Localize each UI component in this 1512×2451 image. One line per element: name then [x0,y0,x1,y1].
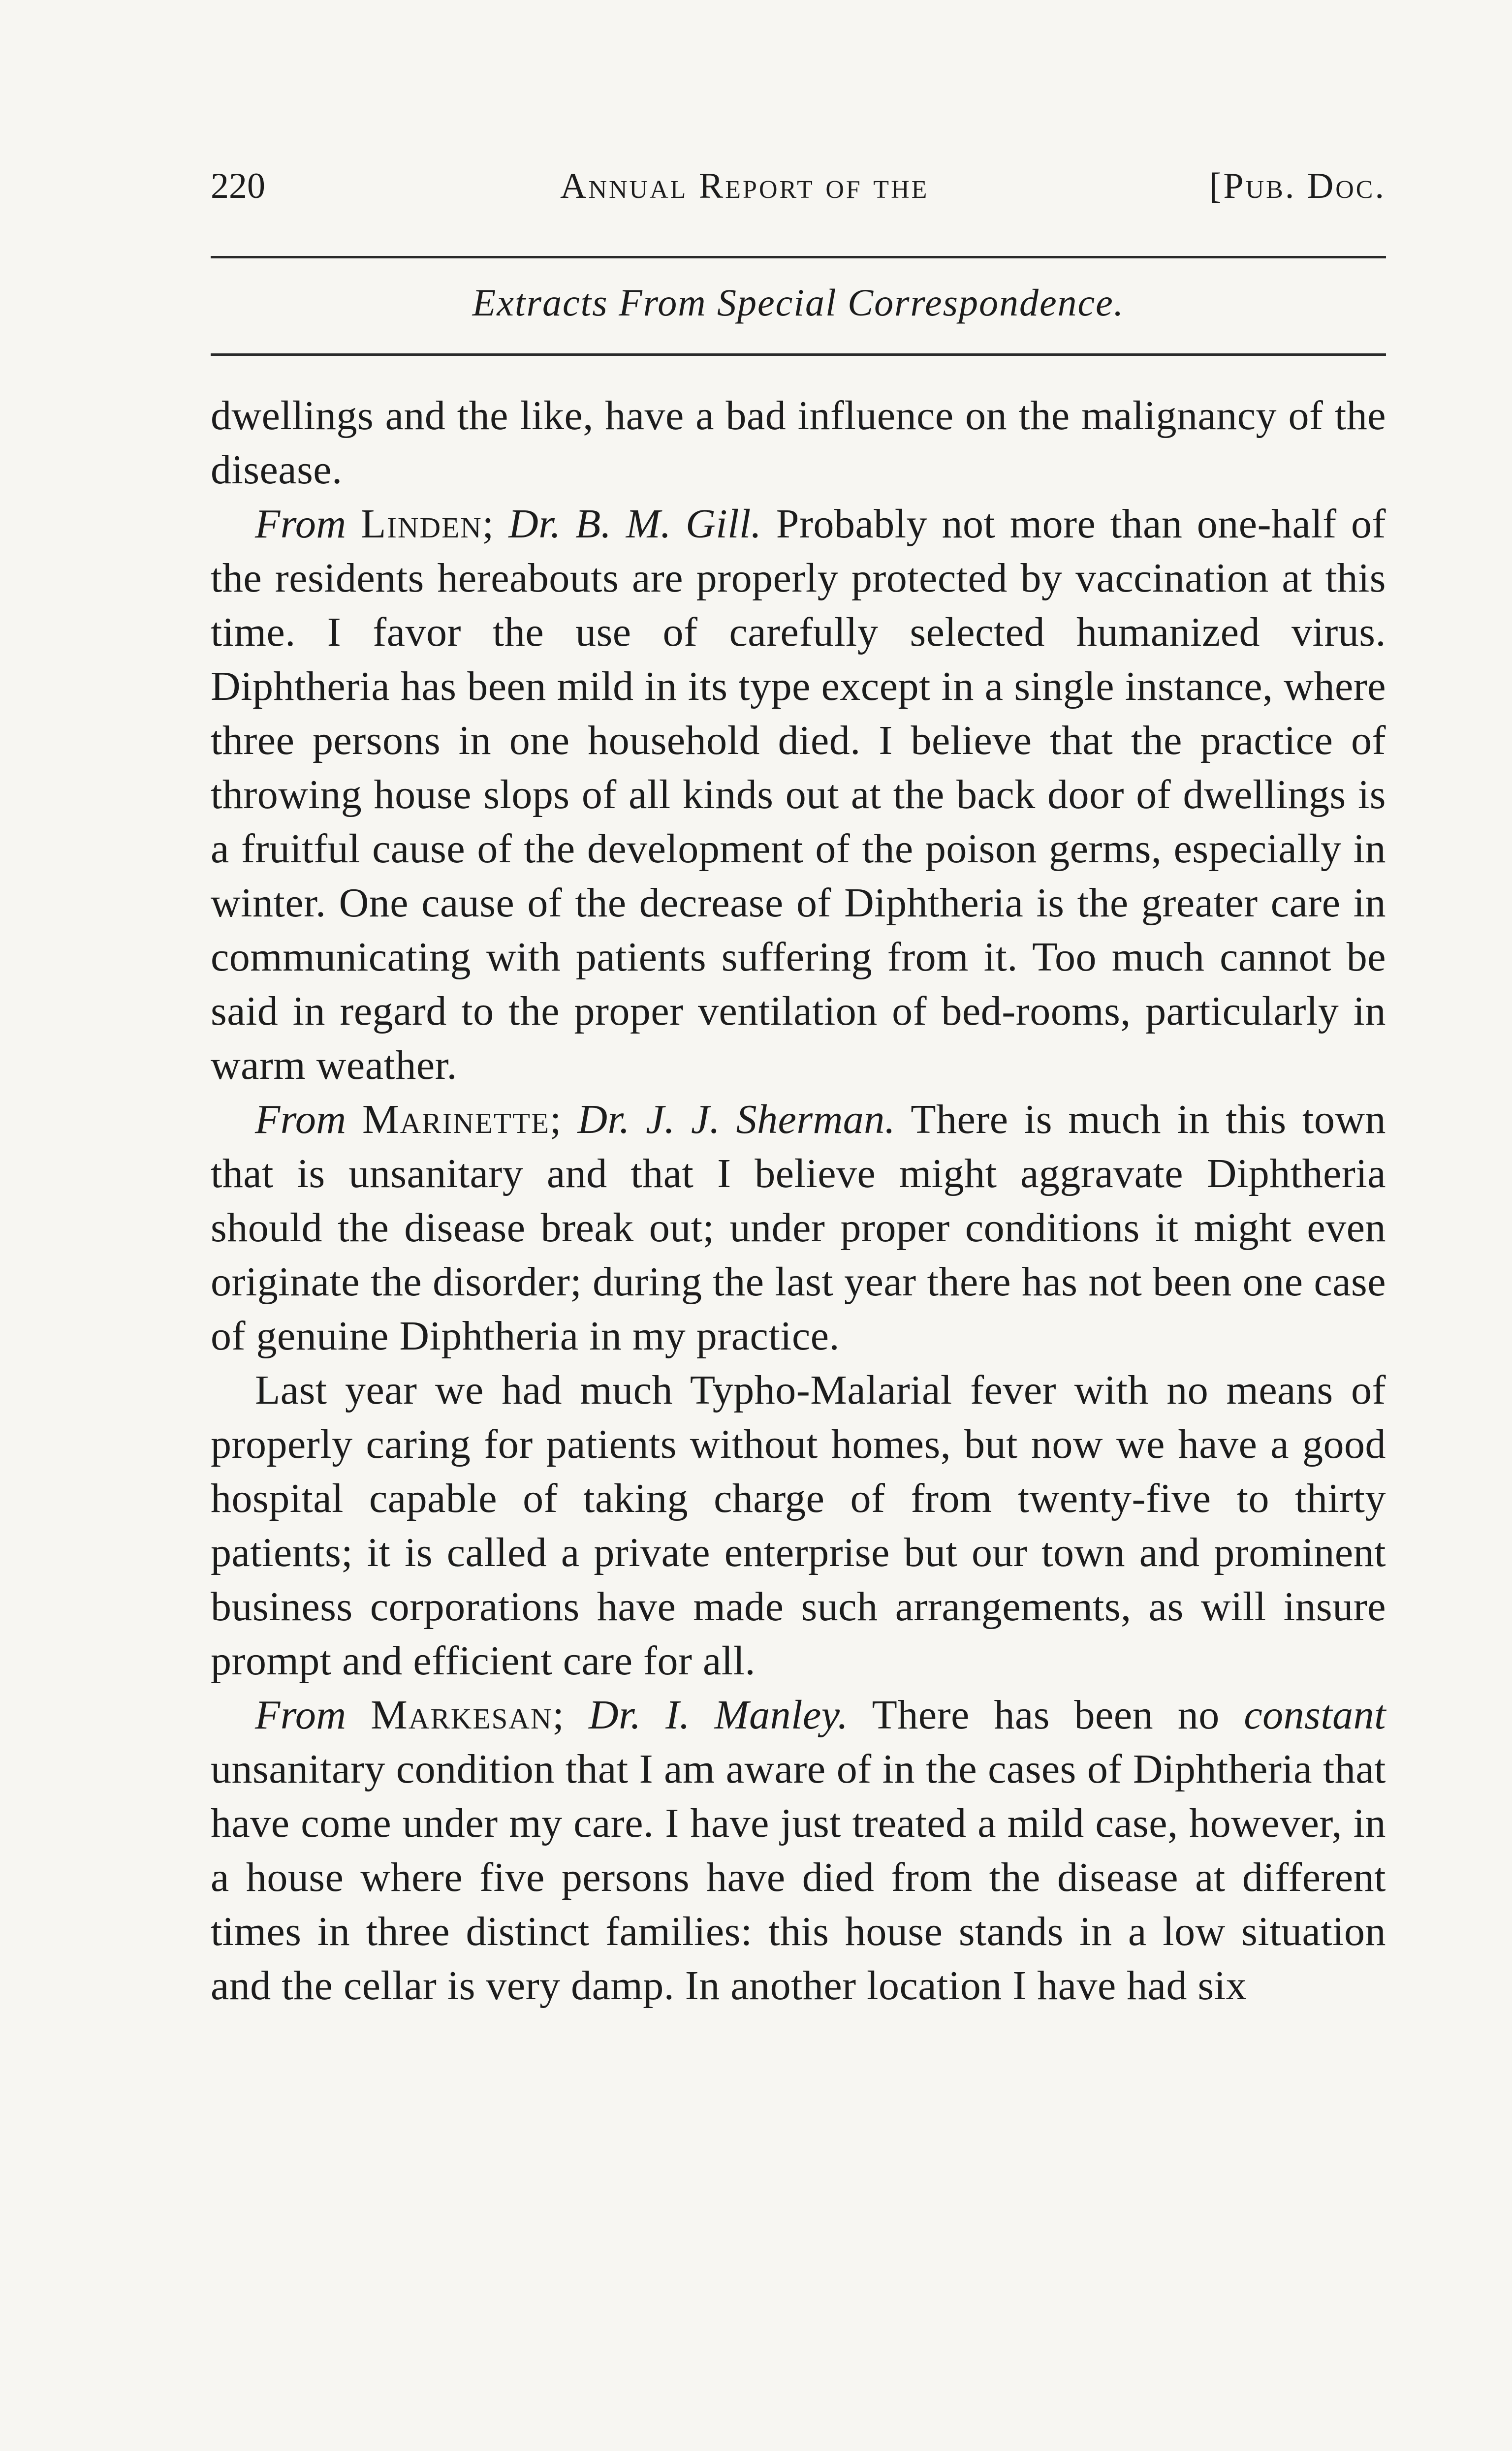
publication-label: [Pub. Doc. [1209,166,1386,206]
page-number: 220 [211,166,265,206]
from-label: From [255,1097,346,1142]
section-title: Extracts From Special Correspondence. [472,281,1125,324]
from-label: From [255,1692,346,1738]
running-title: Annual Report of the [560,166,929,206]
separator: ; [550,1097,562,1142]
separator: ; [482,501,494,547]
paragraph-typho-malarial [211,1363,1386,1688]
paragraph-marinette [211,1093,1386,1363]
paragraph-linden [211,497,1386,1093]
paragraph-text: There has been no [872,1692,1220,1738]
place-name: Linden [360,501,482,547]
emphasized-word: constant [1244,1692,1386,1738]
separator: ; [552,1692,565,1738]
paragraph-markesan [211,1688,1386,2013]
paragraph-continuation [211,389,1386,497]
body-text [211,389,1386,2013]
doctor-name: Dr. J. J. Sherman. [577,1097,896,1142]
place-name: Markesan [371,1692,553,1738]
paragraph-text: unsanitary condition that I am aware of in the cases of Diphtheria that have come under my care. I have just treated a mild case, however, in a house where five persons have died from the disease at different times in three distinct families: this house stands in a low situation and the cellar is very damp. In another location I have had six [211,1746,1386,2009]
from-label: From [255,501,346,547]
paragraph-text: There is much in this town that is unsanitary and that I believe might aggravate Diphtheria should the disease break out; under proper conditions it might even originate the disorder; during the last year there has not been one case of genuine Diphtheria in my practice. [211,1097,1386,1359]
running-head [211,157,1386,211]
doctor-name: Dr. B. M. Gill. [508,501,762,547]
doctor-name: Dr. I. Manley. [588,1692,849,1738]
paragraph-text: dwellings and the like, have a bad influence on the malignancy of the disease. [211,393,1386,493]
paragraph-text: Probably not more than one-half of the residents hereabouts are properly protected by vaccination at this time. I favor the use of carefully selected humanized virus. Diphtheria has been mild in its type except in a single instance, where three persons in one household died. I believe that the practice of throwing house slops of all kinds out at the back door of dwellings is a fruitful cause of the development of the poison germs, especially in winter. One cause of the decrease of Diphtheria is the greater care in communicating with patients suffering from it. Too much cannot be said in regard to the proper ventilation of bed-rooms, particularly in warm weather. [211,501,1386,1088]
paragraph-text: Last year we had much Typho-Malarial fever with no means of properly caring for patients without homes, but now we have a good hospital capable of taking charge of from twenty-five to thirty patients; it is called a private enterprise but our town and prominent business corporations have made such arrangements, as will insure prompt and efficient care for all. [211,1367,1386,1684]
place-name: Marinette [362,1097,550,1142]
header-rule-bottom [211,353,1386,356]
header-rule-top [211,256,1386,258]
